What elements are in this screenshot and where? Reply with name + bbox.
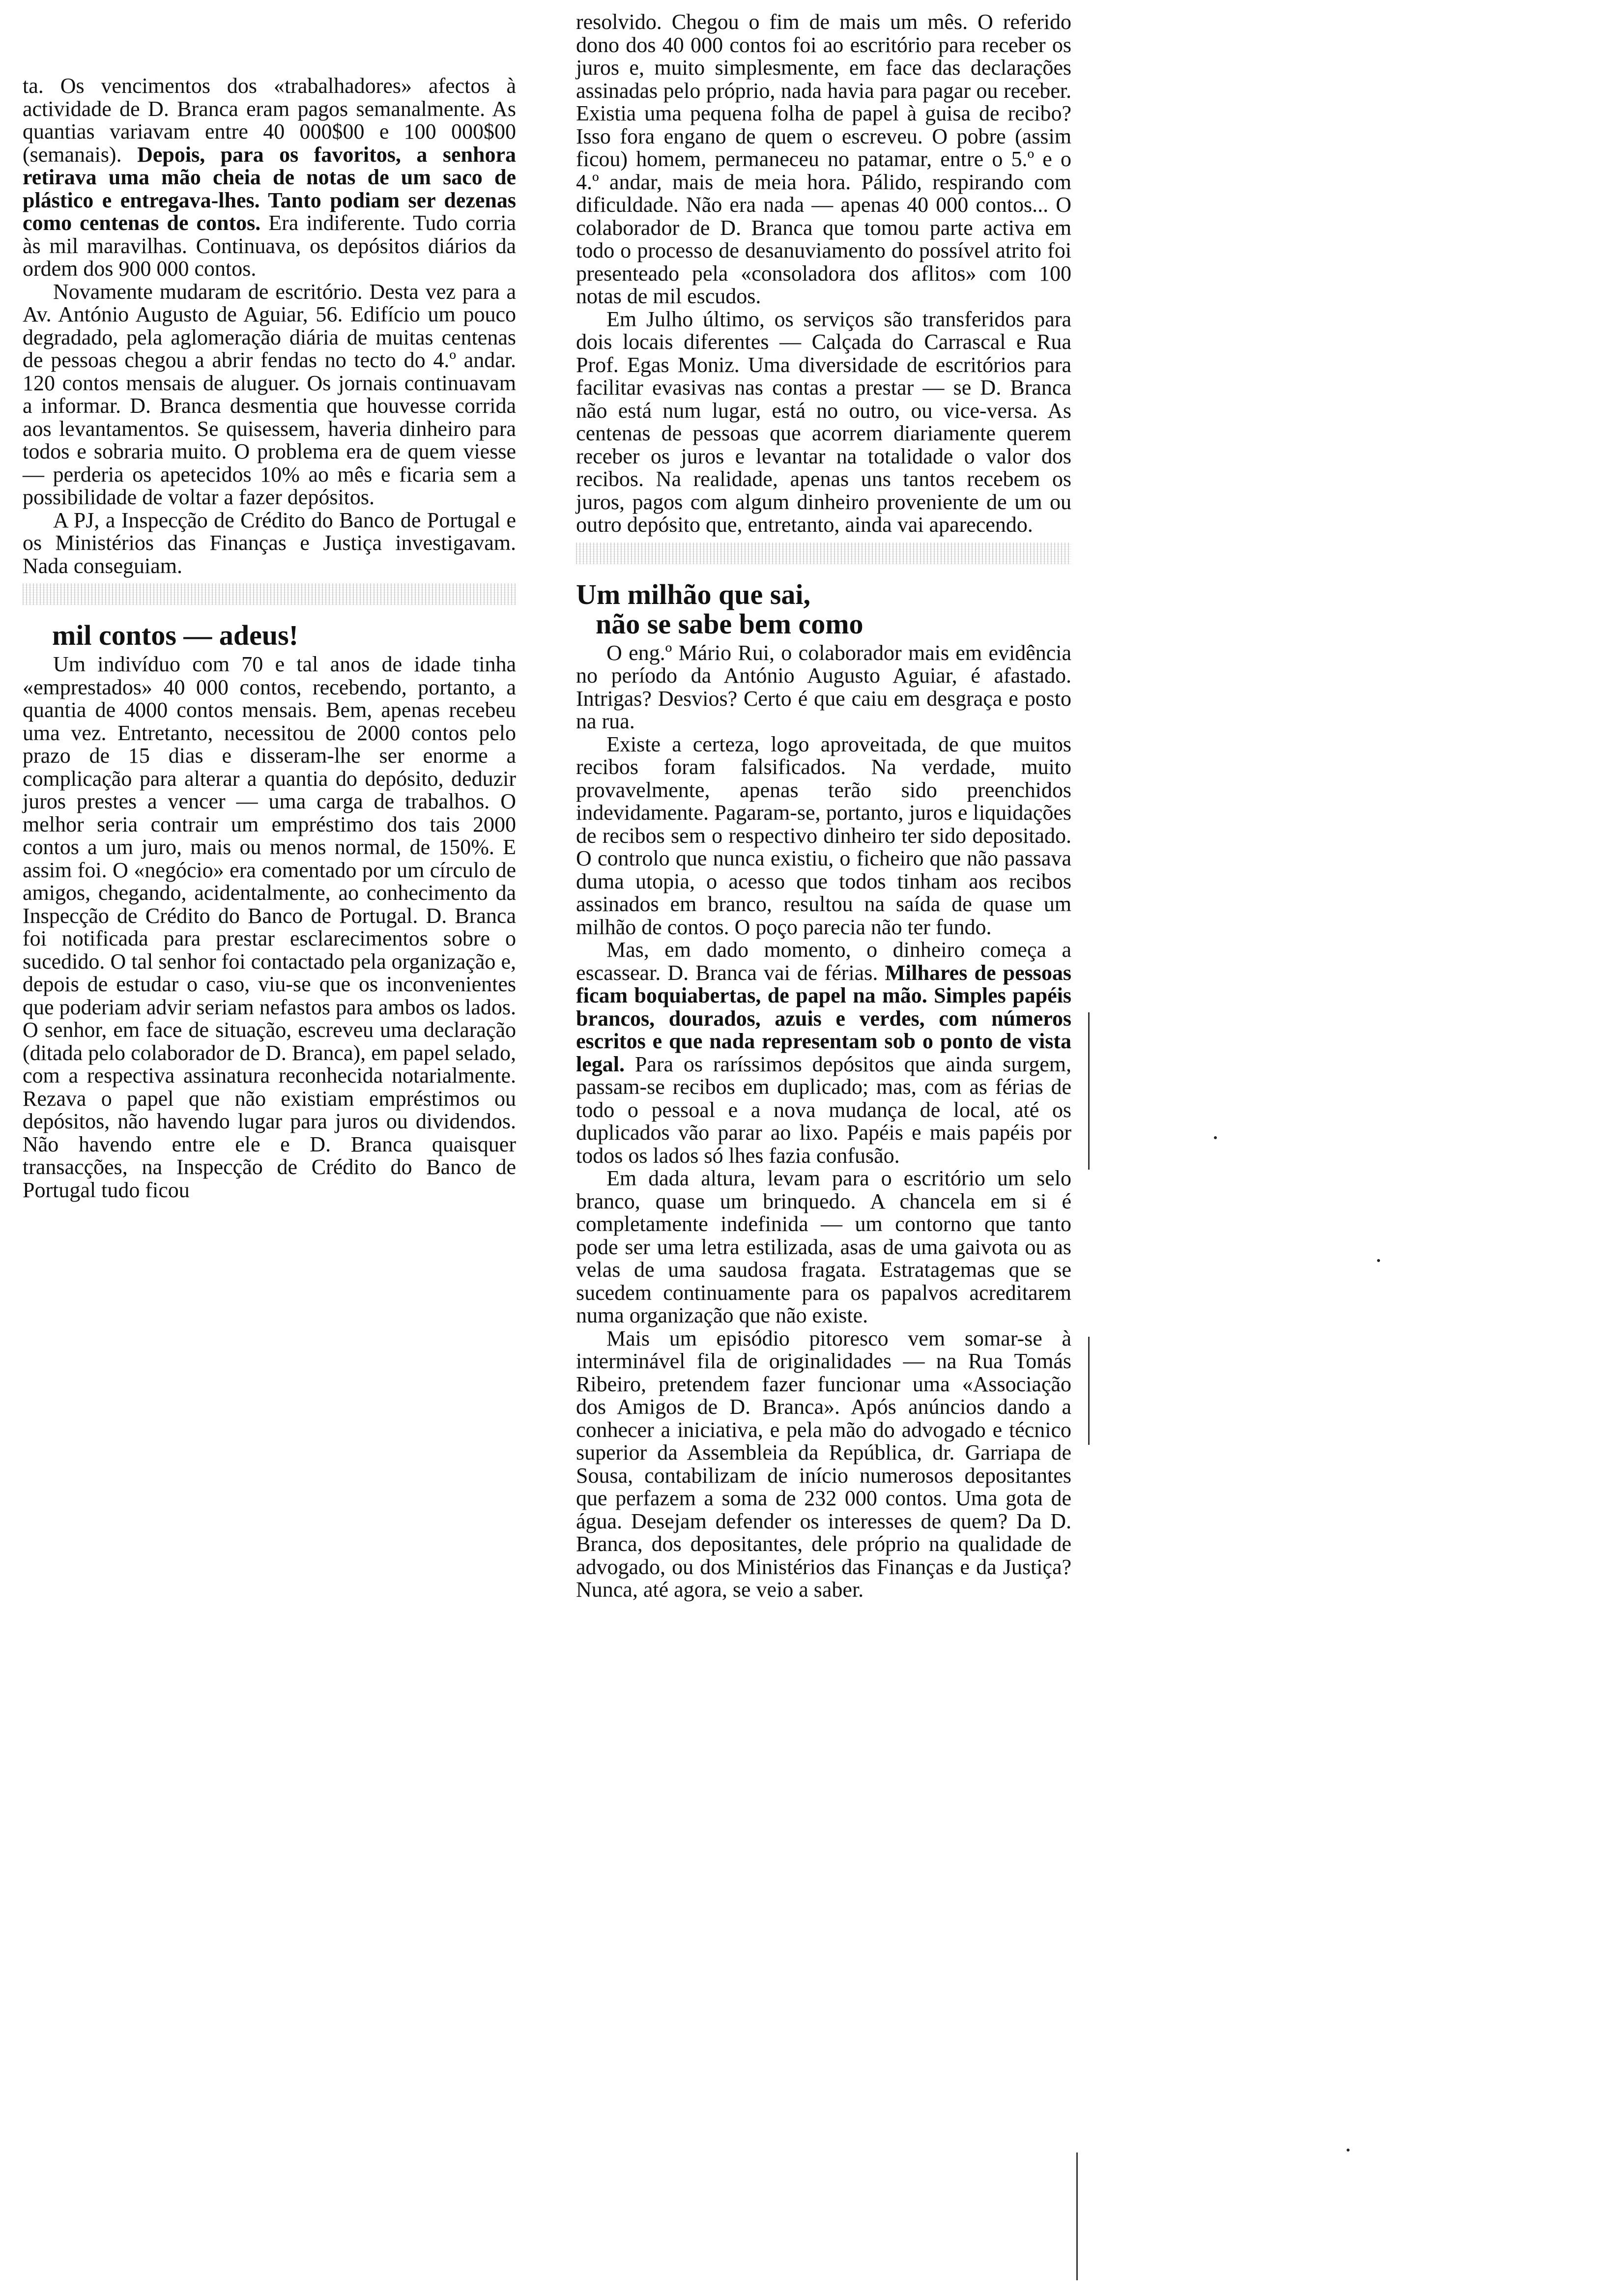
heading-line-2: não se sabe bem como: [596, 607, 864, 640]
left-paragraph-2: Novamente mudaram de escritório. Desta vez para a Av. António Augusto de Aguiar, 56. Edifício um pouco degradado, pela aglomeração diária de muitas centenas de pessoas chegou a abrir fendas no tecto do 4.º andar. 120 contos mensais de aluguer. Os jornais continuavam a informar. D. Branca desmentia que houvesse corrida aos levantamentos. Se quisessem, haveria dinheiro para todos e sobraria muito. O problema era de quem viesse — perderia os apetecidos 10% ao mês e ficaria sem a possibilidade de voltar a fazer depósitos.: [23, 279, 516, 509]
right-paragraph-2: Em Julho último, os serviços são transferidos para dois locais diferentes — Calçada do Carrascal e Rua Prof. Egas Moniz. Uma diversidade de escritórios para facilitar evasivas nas contas a prestar — se D. Branca não está num lugar, está no outro, ou vice-versa. As centenas de pessoas que acorrem diariamente querem receber os juros e levantar na totalidade o valor dos recibos. Na realidade, apenas uns tantos recebem os juros, pagos com algum dinheiro proveniente de um ou outro depósito que, entretanto, ainda vai aparecendo.: [576, 307, 1071, 537]
right-paragraph-1: resolvido. Chegou o fim de mais um mês. O referido dono dos 40 000 contos foi ao escritório para receber os juros e, muito simplesmente, em face das declarações assinadas pelo próprio, nada havia para pagar ou receber. Existia uma pequena folha de papel à guisa de recibo? Isso fora engano de quem o escreveu. O pobre (assim ficou) homem, permaneceu no patamar, entre o 5.º e o 4.º andar, mais de meia hora. Pálido, respirando com dificuldade. Não era nada — apenas 40 000 contos... O colaborador de D. Branca que tomou parte activa em todo o processo de desanuviamento do possível atrito foi presenteado pela «consoladora dos aflitos» com 100 notas de mil escudos.: [576, 10, 1071, 308]
right-column: [576, 11, 1071, 1602]
bold-passage-favoritos: Depois, para os favoritos, a senhora retirava uma mão cheia de notas de um saco de plástico e entregava-lhes. Tanto podiam ser dezenas como centenas de contos.: [23, 142, 516, 235]
left-paragraph-1: ta. Os vencimentos dos «trabalhadores» afectos à actividade de D. Branca eram pagos semanalmente. As quantias variavam entre 40 000$00 e 100 000$00 (semanais). Depois, para os favoritos, a senhora retirava uma mão cheia de notas de um saco de plástico e entregava-lhes. Tanto podiam ser dezenas como centenas de contos. Era indiferente. Tudo corria às mil maravilhas. Continuava, os depósitos diários da ordem dos 900 000 contos.: [23, 74, 517, 281]
print-speck: [1347, 2149, 1350, 2152]
section-heading-mil-contos: mil contos — adeus!: [52, 619, 299, 651]
print-speck: [1214, 1136, 1217, 1139]
right-paragraph-3: O eng.º Mário Rui, o colaborador mais em evidência no período da António Augusto Aguiar, é afastado. Intrigas? Desvios? Certo é que caiu em desgraça e posto na rua.: [576, 640, 1071, 733]
right-paragraph-7: Mais um episódio pitoresco vem somar-se à interminável fila de originalidades — na Rua Tomás Ribeiro, pretendem fazer funcionar uma «Associação dos Amigos de D. Branca». Após anúncios dando a conhecer a iniciativa, e pela mão do advogado e técnico superior da Assembleia da República, dr. Garriapa de Sousa, contabilizam de início numerosos depositantes que perfazem a soma de 232 000 contos. Uma gota de água. Desejam defender os interesses de quem? Da D. Branca, dos depositantes, dele próprio na qualidade de advogado, ou dos Ministérios das Finanças e da Justiça? Nunca, até agora, se veio a saber.: [576, 1326, 1071, 1602]
bold-passage-milhares: Milhares de pessoas ficam boquiabertas, de papel na mão. Simples papéis brancos, dourados, azuis e verdes, com números escritos e que nada representam sob o ponto de vista legal.: [576, 960, 1071, 1076]
right-paragraph-6: Em dada altura, levam para o escritório um selo branco, quase um brinquedo. A chancela em si é completamente indefinida — um contorno que tanto pode ser uma letra estilizada, asas de uma gaivota ou as velas de uma saudosa fragata. Estratagemas que se sucedem continuamente para os papalvos acreditarem numa organização que não existe.: [576, 1166, 1071, 1327]
print-noise: [23, 583, 516, 605]
heading-line-1: Um milhão que sai,: [576, 578, 810, 610]
margin-rule: [1076, 2152, 1078, 2280]
print-noise: [576, 543, 1071, 564]
section-heading-um-milhao: [576, 580, 1071, 639]
margin-rule: [1088, 1337, 1090, 1445]
left-column: [23, 75, 516, 1202]
margin-rule: [1088, 1012, 1090, 1170]
right-paragraph-5: Mas, em dado momento, o dinheiro começa a escassear. D. Branca vai de férias. Milhares de pessoas ficam boquiabertas, de papel na mão. Simples papéis brancos, dourados, azuis e verdes, com números escritos e que nada representam sob o ponto de vista legal. Para os raríssimos depósitos que ainda surgem, passam-se recibos em duplicado; mas, com as férias de todo o pessoal e a nova mudança de local, até os duplicados vão parar ao lixo. Papéis e mais papéis por todos os lados só lhes fazia confusão.: [576, 938, 1072, 1168]
right-paragraph-4: Existe a certeza, logo aproveitada, de que muitos recibos foram falsificados. Na verdade, muito provavelmente, apenas terão sido preenchidos indevidamente. Pagaram-se, portanto, juros e liquidações de recibos sem o respectivo dinheiro ter sido depositado. O controlo que nunca existiu, o ficheiro que não passava duma utopia, o acesso que todos tinham aos recibos assinados em branco, resultou na saída de quase um milhão de contos. O poço parecia não ter fundo.: [576, 732, 1071, 939]
left-paragraph-4: Um indivíduo com 70 e tal anos de idade tinha «emprestados» 40 000 contos, recebendo, portanto, a quantia de 4000 contos mensais. Bem, apenas recebeu uma vez. Entretanto, necessitou de 2000 contos pelo prazo de 15 dias e disseram-lhe ser enorme a complicação para alterar a quantia do depósito, deduzir juros prestes a vencer — uma carga de trabalhos. O melhor seria contrair um empréstimo dos tais 2000 contos a um juro, mais ou menos normal, de 150%. E assim foi. O «negócio» era comentado por um círculo de amigos, chegando, acidentalmente, ao conhecimento da Inspecção de Crédito do Banco de Portugal. D. Branca foi notificada para prestar esclarecimentos sobre o sucedido. O tal senhor foi contactado pela organização e, depois de estudar o caso, viu-se que os inconvenientes que poderiam advir seriam nefastos para ambos os lados. O senhor, em face de situação, escreveu uma declaração (ditada pelo colaborador de D. Branca), em papel selado, com a respectiva assinatura reconhecida notarialmente. Rezava o papel que não existiam empréstimos ou depósitos, não havendo lugar para juros ou dividendos. Não havendo entre ele e D. Branca quaisquer transacções, na Inspecção de Crédito do Banco de Portugal tudo ficou: [23, 652, 516, 1202]
left-paragraph-3: A PJ, a Inspecção de Crédito do Banco de Portugal e os Ministérios das Finanças e Justiça investigavam. Nada conseguiam.: [23, 508, 516, 578]
print-speck: [1377, 1259, 1380, 1262]
